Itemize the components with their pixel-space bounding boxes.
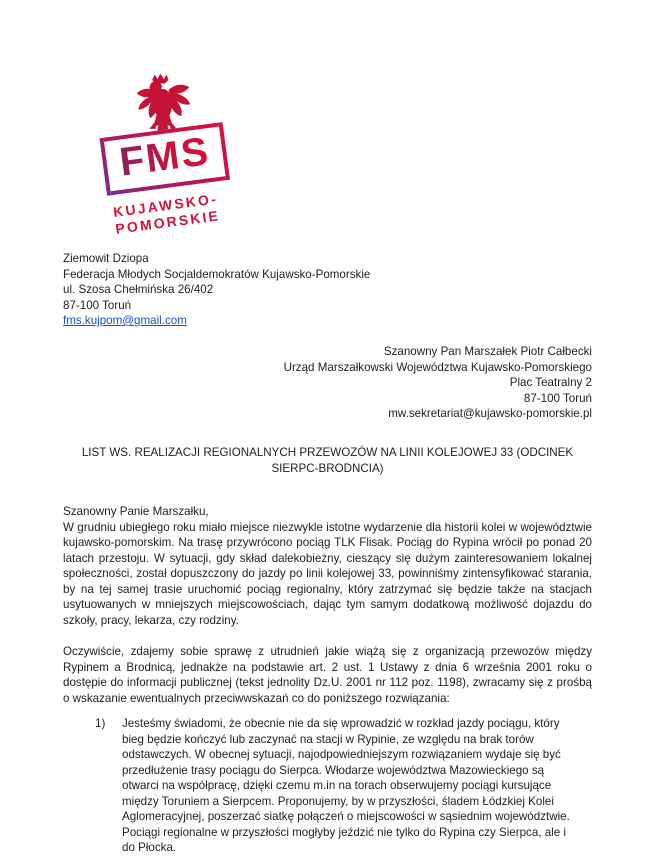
fms-acronym: FMS <box>117 129 213 185</box>
sender-email-link[interactable]: fms.kujpom@gmail.com <box>63 314 187 327</box>
subject-title <box>63 445 592 476</box>
logo-region-line2: POMORSKIE <box>114 207 222 237</box>
paragraph-1: W grudniu ubiegłego roku miało miejsce niezwykle istotne wydarzenie dla historii kolei w województwie kujawsko-pomorskim. Na trasę przywrócono pociąg TLK Flisak. Pociąg do Rypina wrócił po ponad 20 latach przestoju. W sytuacji, gdy skład dalekobieżny, cieszący się dużym zainteresowaniem lokalnej społeczności, został dopuszczony do jazdy po linii kolejowej 33, powinniśmy zintensyfikować starania, by na tej samej trasie uruchomić pociąg regionalny, który zatrzymać się będzie także na stacjach usytuowanych w mniejszych miejscowościach, dając tym samym dodatkową możliwość dojazdu do szkoły, pracy, lekarza, czy rodziny. <box>63 520 592 627</box>
fms-logo <box>98 72 268 237</box>
subject-line1: LIST WS. REALIZACJI REGIONALNYCH PRZEWOZÓW NA LINII KOLEJOWEJ 33 (ODCINEK <box>81 446 574 459</box>
salutation: Szanowny Panie Marszałku, <box>63 505 209 518</box>
list-item-text: Jesteśmy świadomi, że obecnie nie da się wprowadzić w rozkład jazdy pociągu, który bieg będzie kończyć lub zaczynać na stacji w Rypinie, ze względu na brak torów odstawczych. W obecnej sytuacji, najodpowiedniejszym rozwiązaniem wydaje się być przedłużenie trasy pociągu do Sierpca. Włodarze województwa Mazowieckiego są otwarci na współpracę, dzięki czemu m.in na torach obserwujemy pociągi kursujące między Toruniem a Sierpcem. Proponujemy, by w przyszłości, śladem Łódzkiej Kolei Aglomeracyjnej, poszerzać siatkę połączeń o miejscowości w sąsiednim województwie. Pociągi regionalne w przyszłości mogłyby jeździć nie tylko do Rypina czy Sierpca, ale i do Płocka. <box>122 717 570 854</box>
recipient-email: mw.sekretariat@kujawsko-pomorskie.pl <box>388 407 592 420</box>
fms-box <box>100 122 231 196</box>
sender-name: Ziemowit Dziopa <box>63 252 149 265</box>
numbered-list <box>63 716 592 856</box>
sender-street: ul. Szosa Chełmińska 26/402 <box>63 283 214 296</box>
recipient-street: Plac Teatralny 2 <box>509 376 592 389</box>
sender-organization: Federacja Młodych Socjaldemokratów Kujawsko-Pomorskie <box>63 267 371 281</box>
logo-tilt-group <box>96 117 278 239</box>
subject-line2: SIERPC-BRODNCIA) <box>271 461 384 475</box>
recipient-name: Szanowny Pan Marszałek Piotr Całbecki <box>383 345 592 358</box>
paragraph-2: Oczywiście, zdajemy sobie sprawę z utrudnień jakie wiążą się z organizacją przewozów między Rypinem a Brodnicą, jednakże na podstawie art. 2 ust. 1 Ustawy z dnia 6 września 2001 roku o dostępie do informacji publicznej (tekst jednolity Dz.U. 2001 nr 112 poz. 1198), zwracamy się z prośbą o wskazanie ewentualnych przeciwwskazań co do poniższego rozwiązania: <box>63 645 592 705</box>
sender-block <box>63 251 370 329</box>
list-item-marker: 1) <box>95 717 106 730</box>
recipient-block <box>63 344 592 422</box>
sender-city: 87-100 Toruń <box>63 298 132 312</box>
list-item <box>95 716 592 856</box>
logo-region-line1: KUJAWSKO- <box>112 190 219 221</box>
letter-body <box>63 504 592 856</box>
recipient-office: Urząd Marszałkowski Województwa Kujawsko-Pomorskiego <box>283 360 592 374</box>
recipient-city: 87-100 Toruń <box>523 391 592 405</box>
